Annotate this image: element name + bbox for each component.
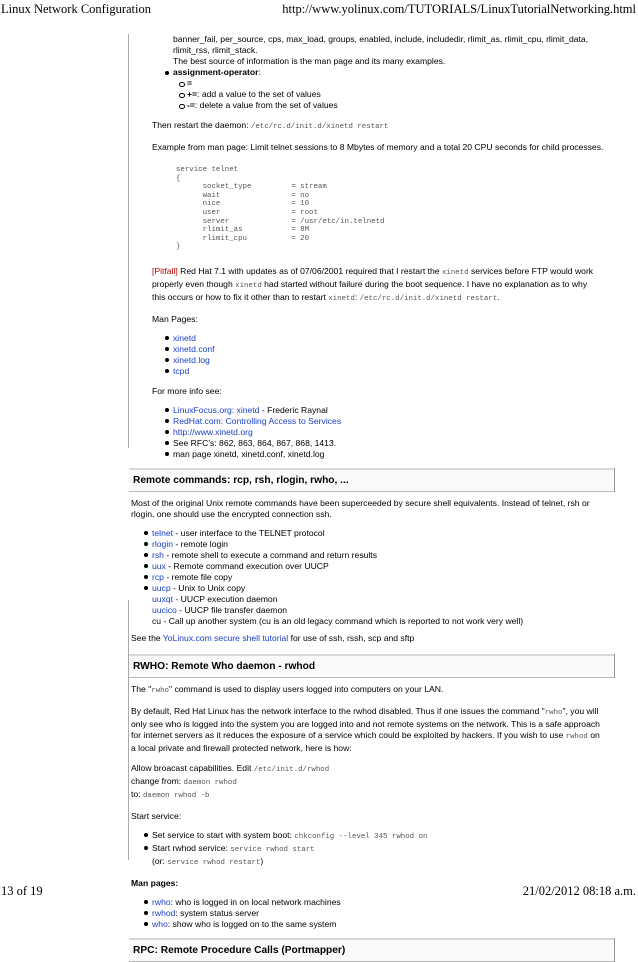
page-number: 13 of 19 xyxy=(1,884,43,898)
rwho-intro: The "rwho" command is used to display users logged into computers on your LAN. xyxy=(131,683,444,695)
left-border-line xyxy=(128,34,129,448)
section-heading-remote-commands: Remote commands: rcp, rsh, rlogin, rwho, ... xyxy=(129,468,614,492)
list-item: Set service to start with system boot: chkconfig --level 345 rwhod on xyxy=(152,830,606,843)
xinetd-link[interactable]: xinetd xyxy=(173,332,196,343)
linuxfocus-link[interactable]: LinuxFocus.org: xinetd xyxy=(173,404,260,415)
remote-intro: Most of the original Unix remote commands have been superceeded by secure shell equivalents. Instead of telnet, rsh or rlogin, one should use the encrypted connection ssh. xyxy=(131,497,590,519)
assignment-operator-list xyxy=(131,67,606,111)
man-pages-rwho-heading: Man pages: xyxy=(131,877,179,888)
xinetd-conf-link[interactable]: xinetd.conf xyxy=(173,343,215,354)
left-border-line-lower xyxy=(128,600,129,860)
example-text: Example from man page: Limit telnet sessions to 8 Mbytes of memory and a total 20 CPU seconds for child processes. xyxy=(152,142,604,152)
uux-link[interactable]: uux xyxy=(152,560,166,571)
rwho-man-pages-list: rwho: who is logged in on local network machines rwhod: system status server who: show who is logged on to the same system xyxy=(131,897,606,930)
list-item: See RFC's: 862, 863, 864, 867, 868, 1413. xyxy=(173,438,606,449)
uucp-subitems: uuxqt - UUCP execution daemon uucico - UUCP file transfer daemon cu - Call up another system (cu is an old legacy command which is reported to not work very well) xyxy=(152,593,524,626)
see-also-ssh: See the YoLinux.com secure shell tutorial for use of ssh, rssh, scp and sftp xyxy=(131,632,415,643)
list-item: assignment-operator: = +=: add a value to the set of values -=: delete a value from the set of values xyxy=(173,67,606,111)
list-item: man page xinetd, xinetd.conf, xinetd.log xyxy=(173,449,606,460)
telnet-link[interactable]: telnet xyxy=(152,527,174,538)
tcpd-link[interactable]: tcpd xyxy=(173,365,190,376)
list-item: Start rwhod service: service rwhod start (or: service rwhod restart) xyxy=(152,843,606,869)
list-item: +=: add a value to the set of values xyxy=(187,89,606,100)
pitfall-note: [Pitfall] Red Hat 7.1 with updates as of 07/06/2001 required that I restart the xinetd services before FTP would work properly even though xinetd had started without failure during the boot sequence. I have no explanation as to why this occurs or how to fix it other than to restart xinetd: /etc/rc.d/init.d/xinetd restart. xyxy=(152,265,594,303)
list-item: -=: delete a value from the set of values xyxy=(187,100,606,111)
more-info-list: LinuxFocus.org: xinetd - Frederic Raynal RedHat.com: Controlling Access to Services http://www.xinetd.org See RFC's: 862, 863, 864, 867, 868, 1413. man page xinetd, xinetd.conf, xinetd.log xyxy=(131,405,606,460)
man-pages-list xyxy=(131,333,606,377)
code-block: service telnet { socket_type = stream wait = no nice = 10 user = root server = /usr/etc/in.telnetd rlimit_as = 8M rlimit_cpu = 20 } xyxy=(176,166,385,252)
uuxqt-link[interactable]: uuxqt xyxy=(152,593,174,604)
uucico-link[interactable]: uucico xyxy=(152,604,177,615)
section-heading-rpc: RPC: Remote Procedure Calls (Portmapper) xyxy=(129,938,614,962)
secure-shell-tutorial-link[interactable]: YoLinux.com secure shell tutorial xyxy=(162,632,289,643)
page-header-title: Linux Network Configuration xyxy=(1,2,151,16)
rlogin-link[interactable]: rlogin xyxy=(152,538,174,549)
rsh-link[interactable]: rsh xyxy=(152,549,164,560)
print-timestamp: 21/02/2012 08:18 a.m. xyxy=(522,884,636,898)
redhat-link[interactable]: RedHat.com: Controlling Access to Services xyxy=(173,415,342,426)
option-list-continuation: banner_fail, per_source, cps, max_load, groups, enabled, include, includedir, rlimit_as, rlimit_cpu, rlimit_data, rlimit_rss, rlimit_stack. The best source of information is the man page and its many examples. xyxy=(173,34,589,66)
xinetd-log-link[interactable]: xinetd.log xyxy=(173,354,210,365)
who-link[interactable]: who xyxy=(152,918,168,929)
list-item: = xyxy=(187,78,606,89)
remote-commands-list: telnet - user interface to the TELNET protocol rlogin - remote login rsh - remote shell to execute a command and return results uux - Remote command execution over UUCP rcp - remote file copy uucp - Unix to Unix copy uuxqt - UUCP execution daemon uucico - UUCP file transfer daemon cu - Call up another system (cu is an old legacy command which is reported to not work very well) xyxy=(131,528,606,627)
rwho-description: By default, Red Hat Linux has the network interface to the rwhod disabled. Thus if one issues the command "rwho", you will only see who is logged into the system you are logged into and not remote systems on the network. This is a safe approach for internet servers as it reduces the exposure of a service which could be exploited by hackers. If you wish to use rwhod on a local private and firewall protected network, here is how: xyxy=(131,705,600,753)
rcp-link[interactable]: rcp xyxy=(152,571,164,582)
rwhod-link[interactable]: rwhod xyxy=(152,907,176,918)
pitfall-tag: [Pitfall] xyxy=(152,265,178,276)
restart-instruction: Then restart the daemon: /etc/rc.d/init.d/xinetd restart xyxy=(152,120,389,131)
more-info-heading: For more info see: xyxy=(152,385,222,396)
man-pages-heading: Man Pages: xyxy=(152,313,198,324)
rwho-link[interactable]: rwho xyxy=(152,896,171,907)
article-content xyxy=(131,34,606,962)
broadcast-instructions: Allow broacast capabilities. Edit /etc/init.d/rwhod change from: daemon rwhod to: daemon rwhod -b xyxy=(131,762,330,800)
xinetd-org-link[interactable]: http://www.xinetd.org xyxy=(173,426,253,437)
section-heading-rwho: RWHO: Remote Who daemon - rwhod xyxy=(129,654,614,678)
start-service-heading: Start service: xyxy=(131,810,182,821)
page-header-url: http://www.yolinux.com/TUTORIALS/LinuxTutorialNetworking.html xyxy=(282,2,636,16)
uucp-link[interactable]: uucp xyxy=(152,582,171,593)
start-service-list xyxy=(131,830,606,869)
